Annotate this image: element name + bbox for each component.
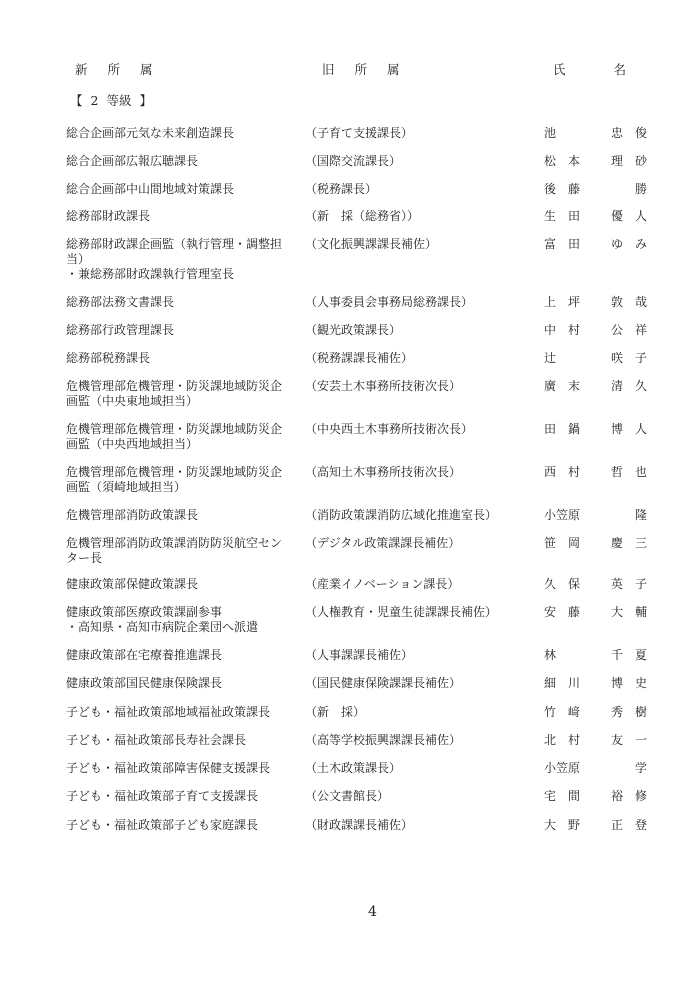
given-name-part: 人 xyxy=(635,422,648,436)
new-post-line: 子ども・福祉政策部長寿社会課長 xyxy=(66,733,247,747)
given-name-part: 子 xyxy=(635,351,648,365)
new-post-line: 当） xyxy=(66,252,91,266)
new-post xyxy=(66,508,298,523)
given-name-part: 隆 xyxy=(635,508,648,522)
old-post: （新 採） xyxy=(305,705,366,719)
new-post xyxy=(66,705,298,720)
old-post: （安芸土木事務所技術次長） xyxy=(305,379,462,393)
old-post: （公文書館長） xyxy=(305,789,390,803)
new-post-line: 子ども・福祉政策部障害保健支援課長 xyxy=(66,761,271,775)
new-post xyxy=(66,154,298,169)
old-post: （国際交流課長） xyxy=(305,154,402,168)
new-post xyxy=(66,605,298,635)
surname-part: 林 xyxy=(544,648,557,662)
new-post-line: 総合企画部元気な未来創造課長 xyxy=(66,126,235,140)
old-post: （税務課課長補佐） xyxy=(305,351,414,365)
surname-part: 大 xyxy=(544,818,557,832)
new-post-line: ター長 xyxy=(66,551,103,565)
new-post xyxy=(66,648,298,663)
given-name-part: 史 xyxy=(635,676,648,690)
surname-part: 宅 xyxy=(544,789,557,803)
old-post: （子育て支援課長） xyxy=(305,126,414,140)
given-name-part: 優 xyxy=(611,209,624,223)
new-post-line: ・高知県・高知市病院企業団へ派遣 xyxy=(66,620,259,634)
surname-part: 保 xyxy=(568,577,581,591)
old-post: （文化振興課課長補佐） xyxy=(305,237,438,251)
new-post-line: 健康政策部国民健康保険課長 xyxy=(66,676,223,690)
old-post: （財政課課長補佐） xyxy=(305,818,414,832)
given-name-part: 英 xyxy=(611,577,624,591)
surname-part: 坪 xyxy=(568,295,581,309)
surname-part: 藤 xyxy=(568,182,581,196)
new-post-line: 危機管理部危機管理・防災課地域防災企 xyxy=(66,465,283,479)
given-name-part: 秀 xyxy=(611,705,624,719)
given-name-part: 公 xyxy=(611,323,624,337)
new-post xyxy=(66,237,298,282)
surname-part: 廣 xyxy=(544,379,557,393)
new-post xyxy=(66,295,298,310)
given-name-part: 博 xyxy=(611,422,624,436)
given-name-part: 裕 xyxy=(611,789,624,803)
surname-part: 鍋 xyxy=(568,422,581,436)
new-post xyxy=(66,182,298,197)
surname-part: 田 xyxy=(544,422,557,436)
new-post xyxy=(66,536,298,566)
new-post xyxy=(66,676,298,691)
surname-part: 松 xyxy=(544,154,557,168)
surname-part: 村 xyxy=(568,323,581,337)
new-post xyxy=(66,379,298,409)
old-post: （人権教育・児童生徒課課長補佐） xyxy=(305,605,498,619)
old-post: （人事委員会事務局総務課長） xyxy=(305,295,474,309)
header-name xyxy=(553,60,626,78)
header-char: 新 xyxy=(75,62,88,77)
new-post xyxy=(66,351,298,366)
old-post: （人事課課長補佐） xyxy=(305,648,414,662)
given-name-part: 博 xyxy=(611,676,624,690)
new-post-line: 危機管理部消防政策課長 xyxy=(66,508,199,522)
given-name-part: 祥 xyxy=(635,323,648,337)
old-post: （土木政策課長） xyxy=(305,761,402,775)
old-post: （新 採（総務省）） xyxy=(305,209,420,223)
header-char: 名 xyxy=(613,62,627,77)
new-post xyxy=(66,126,298,141)
given-name-part: 夏 xyxy=(635,648,648,662)
header-char: 属 xyxy=(140,62,153,77)
given-name-part: み xyxy=(635,237,648,251)
new-post xyxy=(66,789,298,804)
surname-part: 北 xyxy=(544,733,557,747)
header-char: 所 xyxy=(107,62,121,77)
surname-part: 池 xyxy=(544,126,557,140)
given-name-part: 樹 xyxy=(635,705,648,719)
header-char: 氏 xyxy=(553,62,566,77)
new-post-line: 総務部財政課長 xyxy=(66,209,151,223)
given-name-part: 登 xyxy=(635,818,648,832)
surname-part: 安 xyxy=(544,605,557,619)
given-name-part: 人 xyxy=(635,209,648,223)
given-name-part: 一 xyxy=(635,733,648,747)
new-post-line: 画監（中央東地域担当） xyxy=(66,394,199,408)
surname-part: 生 xyxy=(544,209,557,223)
header-char: 属 xyxy=(387,62,400,77)
header-new-post xyxy=(75,60,153,78)
new-post-line: ・兼総務部財政課執行管理室長 xyxy=(66,267,235,281)
new-post xyxy=(66,209,298,224)
given-name-part: 正 xyxy=(611,818,624,832)
new-post-line: 子ども・福祉政策部地域福祉政策課長 xyxy=(66,705,271,719)
new-post-line: 総務部行政管理課長 xyxy=(66,323,175,337)
surname-part: 富 xyxy=(544,237,557,251)
rank-label xyxy=(70,91,160,109)
surname-part: 末 xyxy=(568,379,581,393)
surname-part: 村 xyxy=(568,733,581,747)
new-post-line: 総務部法務文書課長 xyxy=(66,295,175,309)
old-post: （高知土木事務所技術次長） xyxy=(305,465,462,479)
surname-part: 田 xyxy=(568,237,581,251)
surname-part: 辻 xyxy=(544,351,557,365)
header-char: 所 xyxy=(354,62,368,77)
surname-part: 西 xyxy=(544,465,557,479)
given-name-part: 敦 xyxy=(611,295,624,309)
given-name-part: 俊 xyxy=(635,126,648,140)
old-post: （デジタル政策課課長補佐） xyxy=(305,536,461,550)
new-post xyxy=(66,577,298,592)
surname-part: 岡 xyxy=(568,536,581,550)
rank-text: 等級 xyxy=(106,93,132,108)
given-name-part: 千 xyxy=(611,648,624,662)
given-name-part: 理 xyxy=(611,154,624,168)
surname-part: 中 xyxy=(544,323,557,337)
new-post xyxy=(66,323,298,338)
new-post xyxy=(66,733,298,748)
given-name-part: 咲 xyxy=(611,351,624,365)
new-post xyxy=(66,818,298,833)
old-post: （産業イノベーション課長） xyxy=(305,577,460,591)
bracket-open: 【 xyxy=(70,93,83,108)
given-name-part: 砂 xyxy=(635,154,648,168)
surname-part: 村 xyxy=(568,465,581,479)
surname-part: 後 xyxy=(544,182,557,196)
surname-part: 田 xyxy=(568,209,581,223)
new-post-line: 危機管理部消防政策課消防防災航空セン xyxy=(66,536,283,550)
surname-part: 本 xyxy=(568,154,581,168)
new-post-line: 画監（中央西地域担当） xyxy=(66,437,199,451)
given-name-part: 友 xyxy=(611,733,624,747)
header-old-post xyxy=(322,60,400,78)
given-name-part: 清 xyxy=(611,379,624,393)
new-post-line: 総合企画部中山間地域対策課長 xyxy=(66,182,235,196)
surname-part: 細 xyxy=(544,676,557,690)
given-name-part: 三 xyxy=(635,536,648,550)
surname-part: 上 xyxy=(544,295,557,309)
old-post: （観光政策課長） xyxy=(305,323,402,337)
given-name-part: 慶 xyxy=(611,536,624,550)
surname-part: 川 xyxy=(568,676,581,690)
given-name-part: 輔 xyxy=(635,605,648,619)
surname-part: 﨑 xyxy=(568,705,581,719)
given-name-part: 大 xyxy=(611,605,624,619)
surname-part: 間 xyxy=(568,789,581,803)
given-name-part: ゆ xyxy=(611,237,624,251)
new-post-line: 健康政策部在宅療養推進課長 xyxy=(66,648,223,662)
given-name-part: 学 xyxy=(635,761,648,775)
given-name-part: 修 xyxy=(635,789,648,803)
new-post xyxy=(66,422,298,452)
old-post: （国民健康保険課課長補佐） xyxy=(305,676,462,690)
old-post: （中央西土木事務所技術次長） xyxy=(305,422,474,436)
old-post: （消防政策課消防広域化推進室長） xyxy=(305,508,498,522)
surname-part: 竹 xyxy=(544,705,557,719)
new-post-line: 健康政策部医療政策課副参事 xyxy=(66,605,223,619)
new-post-line: 子ども・福祉政策部子育て支援課長 xyxy=(66,789,259,803)
surname-part: 小笠原 xyxy=(544,508,581,522)
new-post-line: 危機管理部危機管理・防災課地域防災企 xyxy=(66,422,283,436)
new-post-line: 総務部税務課長 xyxy=(66,351,151,365)
given-name-part: 忠 xyxy=(611,126,624,140)
given-name-part: 也 xyxy=(635,465,648,479)
new-post-line: 健康政策部保健政策課長 xyxy=(66,577,199,591)
surname-part: 小笠原 xyxy=(544,761,581,775)
new-post-line: 危機管理部危機管理・防災課地域防災企 xyxy=(66,379,283,393)
given-name-part: 勝 xyxy=(635,182,648,196)
given-name-part: 久 xyxy=(635,379,648,393)
given-name-part: 子 xyxy=(635,577,648,591)
surname-part: 野 xyxy=(568,818,581,832)
given-name-part: 哲 xyxy=(611,465,624,479)
given-name-part: 哉 xyxy=(635,295,648,309)
old-post: （高等学校振興課課長補佐） xyxy=(305,733,462,747)
header-char: 旧 xyxy=(322,62,335,77)
surname-part: 藤 xyxy=(568,605,581,619)
new-post-line: 子ども・福祉政策部子ども家庭課長 xyxy=(66,818,259,832)
surname-part: 笹 xyxy=(544,536,557,550)
new-post xyxy=(66,761,298,776)
old-post: （税務課長） xyxy=(305,182,378,196)
new-post-line: 総務部財政課企画監（執行管理・調整担 xyxy=(66,237,283,251)
surname-part: 久 xyxy=(544,577,557,591)
new-post-line: 総合企画部広報広聴課長 xyxy=(66,154,199,168)
bracket-close: 】 xyxy=(139,93,152,108)
new-post-line: 画監（須崎地域担当） xyxy=(66,480,187,494)
new-post xyxy=(66,465,298,495)
page-number: 4 xyxy=(368,904,377,920)
rank-number: 2 xyxy=(90,93,99,108)
